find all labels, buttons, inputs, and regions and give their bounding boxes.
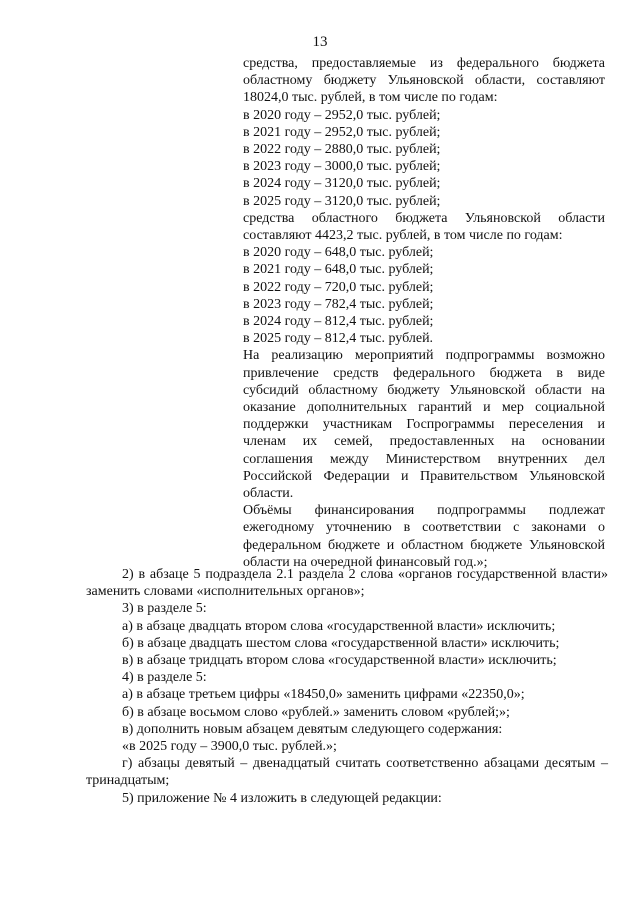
amendment-item: а) в абзаце третьем цифры «18450,0» заменить цифрами «22350,0»; (122, 687, 525, 703)
federal-funding-intro: средства, предоставляемые из федерального бюджета областному бюджету Ульяновской области, составляют 18024,0 тыс. рублей, в том числе по годам: (243, 56, 605, 106)
regional-year-line: в 2020 году – 648,0 тыс. рублей; (243, 245, 434, 261)
federal-year-line: в 2020 году – 2952,0 тыс. рублей; (243, 107, 441, 123)
amendment-item: б) в абзаце двадцать шестом слова «государственной власти» исключить; (122, 635, 560, 651)
federal-year-line: в 2024 году – 3120,0 тыс. рублей; (243, 176, 441, 192)
federal-year-line: в 2023 году – 3000,0 тыс. рублей; (243, 159, 441, 175)
regional-year-line: в 2023 году – 782,4 тыс. рублей; (243, 296, 434, 312)
amendment-item: «в 2025 году – 3900,0 тыс. рублей.»; (122, 739, 337, 755)
subsidy-paragraph: На реализацию мероприятий подпрограммы возможно привлечение средств федерального бюджета в виде субсидий областному бюджету Ульяновской области на оказание дополнительных гарантий и мер социальной поддержки участникам Госпрограммы переселения и членам их семей, предоставленных на основании соглашения между Министерством внутренних дел Российской Федерации и Правительством Ульяновской области. (243, 348, 605, 502)
funding-text-block (243, 55, 605, 571)
amendment-item: г) абзацы девятый – двенадцатый считать соответственно абзацами десятым – тринадцатым; (86, 756, 608, 789)
regional-year-line: в 2021 году – 648,0 тыс. рублей; (243, 262, 434, 278)
amendment-item: в) дополнить новым абзацем девятым следующего содержания: (122, 721, 503, 737)
regional-year-line: в 2024 году – 812,4 тыс. рублей; (243, 314, 434, 330)
amendment-item: 4) в разделе 5: (122, 670, 207, 686)
amendment-item: б) в абзаце восьмом слово «рублей.» заменить словом «рублей;»; (122, 704, 510, 720)
regional-funding-intro: средства областного бюджета Ульяновской области составляют 4423,2 тыс. рублей, в том числе по годам: (243, 210, 605, 244)
amendment-item: 5) приложение № 4 изложить в следующей редакции: (122, 790, 442, 806)
amendment-item: а) в абзаце двадцать втором слова «государственной власти» исключить; (122, 618, 556, 634)
federal-year-line: в 2025 году – 3120,0 тыс. рублей; (243, 193, 441, 209)
financing-volume-paragraph: Объёмы финансирования подпрограммы подлежат ежегодному уточнению в соответствии с законами о федеральном бюджете и областном бюджете Ульяновской области на очередной финансовый год.»; (243, 503, 605, 570)
regional-year-line: в 2025 году – 812,4 тыс. рублей. (243, 331, 434, 347)
regional-year-line: в 2022 году – 720,0 тыс. рублей; (243, 279, 434, 295)
amendments-list (86, 566, 608, 807)
page-number: 13 (312, 34, 328, 50)
federal-year-line: в 2021 году – 2952,0 тыс. рублей; (243, 124, 441, 140)
amendment-item: 3) в разделе 5: (122, 601, 207, 617)
amendment-item: в) в абзаце тридцать втором слова «государственной власти» исключить; (122, 653, 557, 669)
federal-year-line: в 2022 году – 2880,0 тыс. рублей; (243, 142, 441, 158)
amendment-item: 2) в абзаце 5 подраздела 2.1 раздела 2 слова «органов государственной власти» заменить словами «исполнительных органов»; (86, 567, 608, 600)
